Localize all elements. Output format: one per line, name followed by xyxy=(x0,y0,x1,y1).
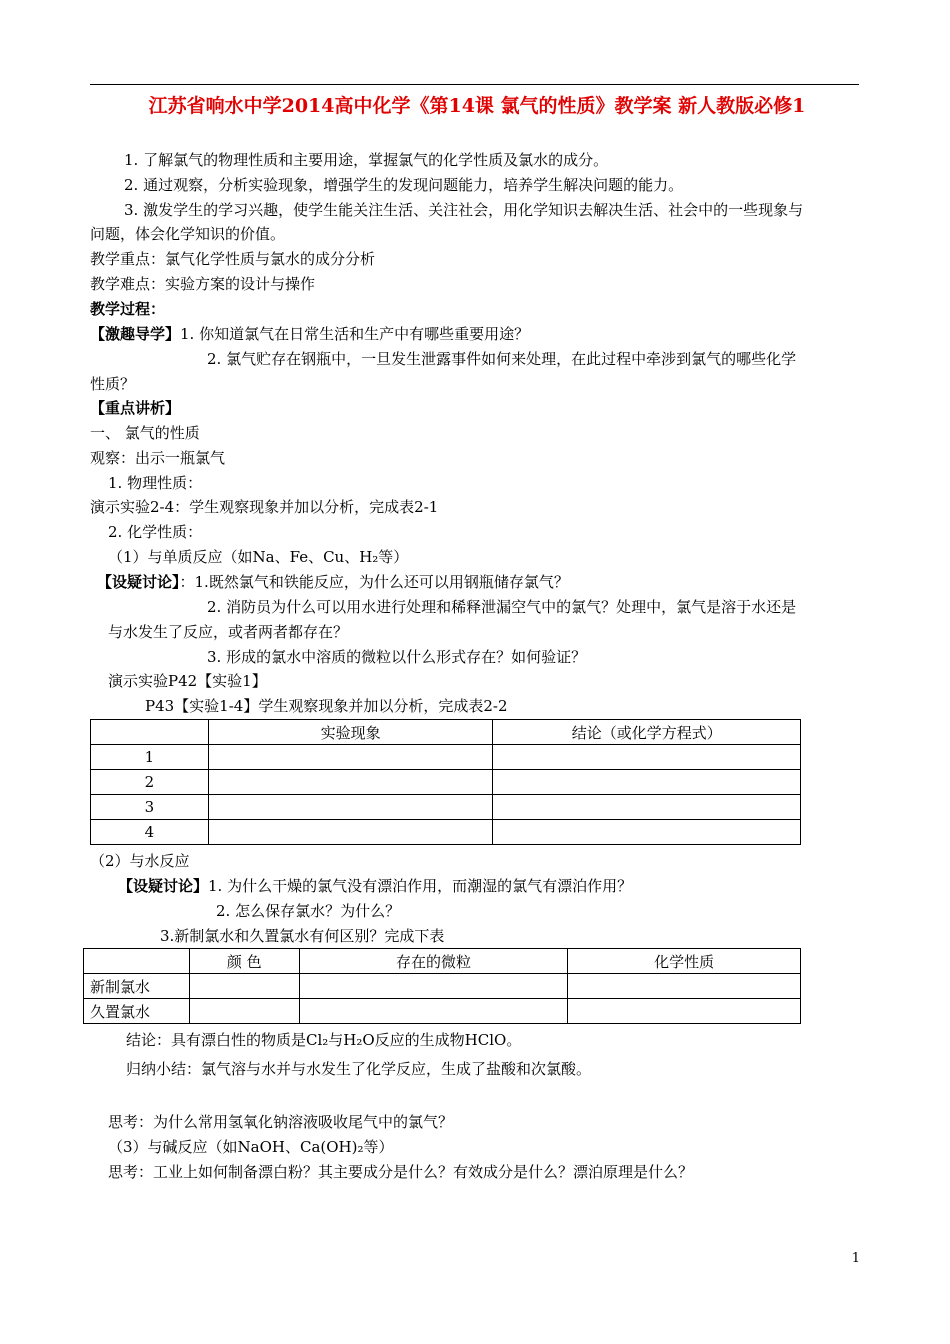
difficulty: 教学难点：实验方案的设计与操作 xyxy=(90,275,316,293)
table-cell xyxy=(493,770,801,795)
row-number: 1 xyxy=(91,745,209,770)
table-cell xyxy=(208,770,493,795)
experiment-table xyxy=(90,719,801,845)
think-1: 思考：为什么常用氢氧化钠溶液吸收尾气中的氯气？ xyxy=(108,1113,454,1131)
intro-q2: 2. 氯气贮存在钢瓶中，一旦发生泄露事件如何来处理，在此过程中牵涉到氯气的哪些化学 xyxy=(207,350,797,368)
demo-p42: 演示实验P42【实验1】 xyxy=(108,672,267,690)
row-number: 4 xyxy=(91,820,209,845)
chemical-properties: 2. 化学性质： xyxy=(108,523,203,541)
page-number: 1 xyxy=(851,1251,860,1266)
summary: 归纳小结：氯气溶与水并与水发生了化学反应，生成了盐酸和次氯酸。 xyxy=(126,1060,592,1078)
table-header-cell xyxy=(84,949,190,974)
demo-p43: P43【实验1-4】学生观察现象并加以分析，完成表2-2 xyxy=(145,697,508,715)
table-header-cell: 化学性质 xyxy=(568,949,801,974)
table-cell xyxy=(189,974,299,999)
table-row xyxy=(91,820,801,845)
focus-heading: 【重点讲析】 xyxy=(90,399,181,417)
table-cell xyxy=(568,999,801,1024)
chlorine-water-table xyxy=(83,948,801,1024)
table-header-cell: 存在的微粒 xyxy=(299,949,568,974)
intro-q2-cont: 性质？ xyxy=(90,375,136,393)
discuss2-q2: 2. 怎么保存氯水？为什么？ xyxy=(216,902,401,920)
intro-label: 【激趣导学】 xyxy=(90,325,181,343)
table-cell xyxy=(493,820,801,845)
row-number: 2 xyxy=(91,770,209,795)
discuss2-label: 【设疑讨论】 xyxy=(118,877,209,895)
physical-properties: 1. 物理性质： xyxy=(108,474,203,492)
table-cell xyxy=(493,745,801,770)
table-cell xyxy=(208,745,493,770)
discuss1-q1: ：1.既然氯气和铁能反应，为什么还可以用钢瓶储存氯气？ xyxy=(179,573,569,591)
table-header-row xyxy=(84,949,801,974)
row-label: 新制氯水 xyxy=(84,974,190,999)
row-number: 3 xyxy=(91,795,209,820)
table-cell xyxy=(568,974,801,999)
table-header-cell: 颜 色 xyxy=(189,949,299,974)
table-header-cell: 结论（或化学方程式） xyxy=(493,720,801,745)
table-cell xyxy=(208,820,493,845)
row-label: 久置氯水 xyxy=(84,999,190,1024)
table-cell xyxy=(299,974,568,999)
table-header-row xyxy=(91,720,801,745)
observe-line: 观察：出示一瓶氯气 xyxy=(90,449,226,467)
table-row xyxy=(84,999,801,1024)
discuss1-q3: 3. 形成的氯水中溶质的微粒以什么形式存在？如何验证？ xyxy=(207,648,587,666)
discuss1-q1-line xyxy=(97,572,569,592)
process-heading: 教学过程： xyxy=(90,300,166,318)
table-cell xyxy=(208,795,493,820)
table-header-cell: 实验现象 xyxy=(208,720,493,745)
table-row xyxy=(91,770,801,795)
table-cell xyxy=(299,999,568,1024)
discuss1-q2-cont: 与水发生了反应，或者两者都存在？ xyxy=(108,623,349,641)
reaction-with-base: （3）与碱反应（如NaOH、Ca(OH)₂等） xyxy=(108,1138,394,1156)
discuss1-q2: 2. 消防员为什么可以用水进行处理和稀释泄漏空气中的氯气？处理中，氯气是溶于水还是 xyxy=(207,598,797,616)
discuss2-q1-line xyxy=(118,876,632,896)
intro-q1: 1. 你知道氯气在日常生活和生产中有哪些重要用途？ xyxy=(180,325,530,343)
table-row xyxy=(91,795,801,820)
table-cell xyxy=(493,795,801,820)
objective-1: 1. 了解氯气的物理性质和主要用途，掌握氯气的化学性质及氯水的成分。 xyxy=(124,151,609,169)
discuss2-q1: 1. 为什么干燥的氯气没有漂泊作用，而潮湿的氯气有漂泊作用？ xyxy=(208,877,633,895)
demo-2-4: 演示实验2-4：学生观察现象并加以分析，完成表2-1 xyxy=(90,498,439,516)
intro-q1-line xyxy=(90,324,529,344)
table-row xyxy=(91,745,801,770)
table-header-cell xyxy=(91,720,209,745)
header-rule xyxy=(90,84,859,85)
discuss1-label: 【设疑讨论】 xyxy=(97,573,180,591)
objective-3-cont: 问题，体会化学知识的价值。 xyxy=(90,225,286,243)
reaction-with-elements: （1）与单质反应（如Na、Fe、Cu、H₂等） xyxy=(108,548,409,566)
objective-2: 2. 通过观察，分析实验现象，增强学生的发现问题能力，培养学生解决问题的能力。 xyxy=(124,176,684,194)
table-cell xyxy=(189,999,299,1024)
objective-3: 3. 激发学生的学习兴趣，使学生能关注生活、关注社会，用化学知识去解决生活、社会中的一些现象与 xyxy=(124,201,804,219)
document-title: 江苏省响水中学2014高中化学《第14课 氯气的性质》教学案 新人教版必修1 xyxy=(148,95,806,117)
key-point: 教学重点：氯气化学性质与氯水的成分分析 xyxy=(90,250,376,268)
table-row xyxy=(84,974,801,999)
section-heading: 一、 氯气的性质 xyxy=(90,424,200,442)
discuss2-q3: 3.新制氯水和久置氯水有何区别？完成下表 xyxy=(160,927,445,945)
think-2: 思考：工业上如何制备漂白粉？其主要成分是什么？有效成分是什么？漂泊原理是什么？ xyxy=(108,1163,694,1181)
reaction-with-water: （2）与水反应 xyxy=(90,852,190,870)
conclusion: 结论：具有漂白性的物质是Cl₂与H₂O反应的生成物HClO。 xyxy=(126,1031,522,1049)
